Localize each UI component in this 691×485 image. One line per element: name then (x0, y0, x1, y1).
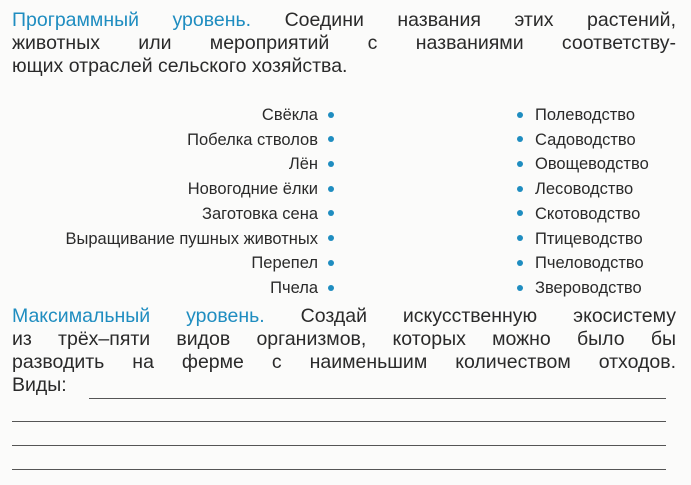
right-item-label: Скотоводство (535, 204, 641, 223)
task1-level-heading: Программный уровень. (12, 9, 252, 31)
left-item-label: Новогодние ёлки (187, 180, 318, 199)
connector-dot-icon[interactable] (517, 235, 523, 241)
connector-dot-icon[interactable] (517, 210, 523, 216)
left-item-label: Побелка стволов (187, 130, 318, 149)
left-item[interactable] (65, 103, 334, 128)
connector-dot-icon[interactable] (517, 112, 523, 118)
connector-dot-icon[interactable] (517, 161, 523, 167)
connector-dot-icon[interactable] (328, 210, 334, 216)
connector-dot-icon[interactable] (328, 161, 334, 167)
left-item[interactable] (65, 177, 334, 202)
left-item[interactable] (65, 152, 334, 177)
connector-dot-icon[interactable] (328, 235, 334, 241)
right-item-label: Птицеводство (535, 229, 643, 248)
task2-line-3: разводить на ферме с наименьшим количеством отходов. (12, 351, 676, 373)
left-item[interactable] (65, 202, 334, 227)
right-item[interactable] (517, 152, 649, 177)
right-item[interactable] (517, 128, 649, 153)
left-item[interactable] (65, 227, 334, 252)
species-answer-line[interactable] (89, 398, 666, 399)
task-maximum-level (12, 305, 676, 397)
left-item-label: Свёкла (261, 106, 318, 124)
task2-line1-text: Создай искусственную экосистему (264, 305, 676, 327)
connector-dot-icon[interactable] (328, 186, 334, 192)
connector-dot-icon[interactable] (517, 186, 523, 192)
left-item[interactable] (65, 251, 334, 276)
right-item-label: Садоводство (535, 130, 636, 149)
connector-dot-icon[interactable] (517, 136, 523, 142)
task1-line-2: животных или мероприятий с названиями соответству- (12, 32, 676, 54)
left-item[interactable] (65, 128, 334, 153)
answer-line[interactable] (12, 445, 666, 446)
answer-line[interactable] (12, 469, 666, 470)
left-item-label: Пчела (270, 278, 318, 297)
task2-line-2: из трёх–пяти видов организмов, которых можно было бы (12, 328, 676, 350)
right-item[interactable] (517, 276, 649, 301)
connector-dot-icon[interactable] (517, 260, 523, 266)
left-item-label: Выращивание пушных животных (65, 229, 318, 248)
right-branches-column (517, 103, 649, 301)
connector-dot-icon[interactable] (328, 260, 334, 266)
connector-dot-icon[interactable] (328, 136, 334, 142)
left-item-label: Заготовка сена (202, 204, 318, 223)
connector-dot-icon[interactable] (328, 285, 334, 291)
right-item[interactable] (517, 251, 649, 276)
right-item-label: Лесоводство (535, 180, 634, 199)
right-item[interactable] (517, 103, 649, 128)
task-programmatic-level (12, 9, 676, 78)
task1-line1-text: Соедини названия этих растений, (251, 9, 676, 31)
right-item[interactable] (517, 177, 649, 202)
right-item-label: Звероводство (535, 278, 642, 297)
task2-level-heading: Максимальный уровень. (12, 305, 265, 327)
right-item[interactable] (517, 202, 649, 227)
species-label: Виды: (12, 374, 67, 396)
right-item-label: Овощеводство (535, 155, 649, 174)
right-item[interactable] (517, 227, 649, 252)
right-item-label: Пчеловодство (535, 254, 644, 273)
answer-line[interactable] (12, 421, 666, 422)
connector-dot-icon[interactable] (328, 112, 334, 118)
left-item-label: Лён (288, 155, 318, 174)
task2-line-1 (12, 305, 676, 328)
task1-line-1 (12, 9, 676, 32)
right-item-label: Полеводство (535, 106, 636, 124)
left-items-column (65, 103, 334, 301)
connector-dot-icon[interactable] (517, 285, 523, 291)
left-item[interactable] (65, 276, 334, 301)
left-item-label: Перепел (251, 254, 318, 273)
task1-line-3: ющих отраслей сельского хозяйства. (12, 55, 348, 77)
